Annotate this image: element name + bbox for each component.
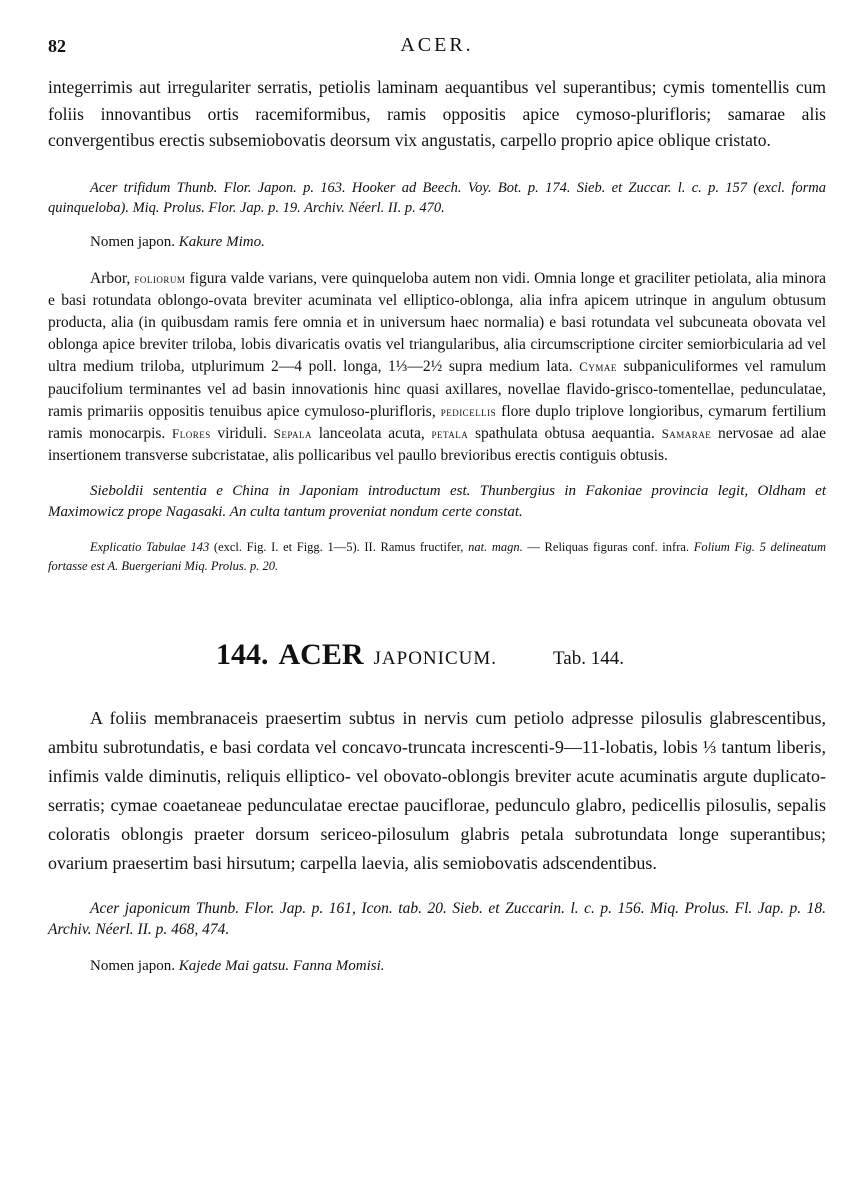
vernacular-name [48, 232, 826, 252]
nomen-label: Nomen japon. [90, 958, 175, 975]
synonymy-citation: Acer trifidum Thunb. Flor. Japon. p. 163. Hooker ad Beech. Voy. Bot. p. 174. Sieb. et Zuccar. l. c. p. 157 (excl. forma quinqueloba). Miq. Prolus. Flor. Jap. p. 19. Archiv. Néerl. II. p. 470. [48, 179, 826, 216]
species-diagnosis: A foliis membranaceis praesertim subtus in nervis cum petiolo adpresse pilosulis glabrescentibus, ambitu subrotundatis, e basi cordata vel concavo-truncata increscenti-9—11-lobatis, lobis ⅓ tantum liberis, infimis valde diminutis, reliquis elliptico- vel obovato-oblongis breviter acute acuminatis argute duplicato-serratis; cymae coaetaneae pedunculatae erectae pauciflorae, pedunculo glabro, pedicellis pilosulis, sepalis coloratis oblongis praeter dorsum sericeo-pilosulum glabris petala subrotundata longe superantibus; ovarium praesertim basi hirsutum; carpella laevia, alis semiobovatis adscendentibus. [48, 708, 826, 874]
distribution-note: Sieboldii sententia e China in Japoniam introductum est. Thunbergius in Fakoniae provincia legit, Oldham et Maximowicz prope Nagasaki. An culta tantum proveniat nondum certe constat. [48, 483, 826, 520]
nomen-label: Nomen japon. [90, 233, 175, 250]
desc-text: Arbor, [90, 269, 131, 287]
book-page [48, 30, 826, 976]
nomen-value: Kajede Mai gatsu. Fanna Momisi. [178, 958, 385, 975]
plate-explanation [48, 538, 826, 576]
desc-term: pedicellis [440, 403, 497, 419]
vernacular-name-2 [48, 956, 826, 976]
page-header [48, 30, 826, 64]
expl-title: Explicatio Tabulae 143 [90, 540, 210, 555]
desc-term: Cymae [579, 359, 617, 375]
desc-text: figura valde varians, vere quinqueloba autem non vidi. Omnia longe et graciliter petiolata, alia minora e basi rotundata oblongo-ovata breviter acuminata vel elliptico-oblonga, alia infra apicem utrinque in angulum obtusum producta, alia (in quibusdam ramis fere omnia et in universum haec normalia) e basi rotundata vel subcuneata obovata vel oblonga apice breviter triloba, lobis divaricatis ovatis vel triangularibus, alia circumscriptione circiter semiorbicularia ad vel ultra medium triloba, utplurimum 2—4 poll. longa, 1⅓—2½ supra medium lata. [48, 269, 827, 376]
synonymy-citation-2: Acer japonicum Thunb. Flor. Jap. p. 161, Icon. tab. 20. Sieb. et Zuccarin. l. c. p. 156. Miq. Prolus. Fl. Jap. p. 18. Archiv. Néerl. II. p. 468, 474. [48, 900, 826, 939]
diagnosis-continuation: integerrimis aut irregulariter serratis, petiolis laminam aequantibus vel superantibus; cymis tomentellis cum foliis innovantibus ortis racemiformibus, ramis oppositis apice cymoso-plurifloris; samarae alis convergentibus erectis subsemiobovatis deorsum vix angustatis, carpello proprio apice oblique cristato. [48, 77, 826, 150]
desc-text: subpaniculiformes vel ramulum paucifolium terminantes vel ad basin innovationis hinc quasi axillares, novellae flavido-grisco-tomentellae, pedunculatae, ramis primariis oppositis tenuibus apice cymuloso-plurifloris, [48, 358, 827, 420]
species-description [48, 268, 826, 468]
desc-term: petala [431, 425, 469, 441]
desc-term: Flores [172, 425, 211, 441]
genus-name: ACER [278, 638, 364, 672]
expl-italic: Folium Fig. 5 delineatum fortasse est A. Buergeriani Miq. Prolus. p. 20. [48, 540, 827, 574]
desc-text: flore duplo triplove longioribus, cymarum fertilium ramis monocarpis. [48, 402, 826, 442]
species-heading [48, 638, 826, 672]
page-number: 82 [48, 36, 66, 56]
desc-text: nervosae ad alae insertionem transverse subcristatae, alis pollicaribus vel paullo brevioribus erectis contiguis obtusis. [48, 424, 827, 465]
expl-text: — Reliquas figuras conf. infra. [527, 540, 690, 555]
expl-italic: nat. magn. [468, 540, 523, 555]
running-title: ACER. [400, 34, 474, 56]
desc-term: Samarae [661, 425, 712, 441]
desc-text: spathulata obtusa aequantia. [474, 424, 655, 442]
nomen-value: Kakure Mimo. [178, 233, 265, 250]
desc-term: foliorum [134, 270, 186, 286]
desc-term: Sepala [273, 425, 313, 441]
plate-reference: Tab. 144. [553, 648, 624, 670]
species-number: 144. [216, 638, 269, 672]
species-name: JAPONICUM. [373, 648, 498, 670]
desc-text: lanceolata acuta, [318, 424, 425, 442]
expl-text: (excl. Fig. I. et Figg. 1—5). II. Ramus fructifer, [213, 540, 464, 555]
desc-text: viriduli. [217, 424, 267, 442]
